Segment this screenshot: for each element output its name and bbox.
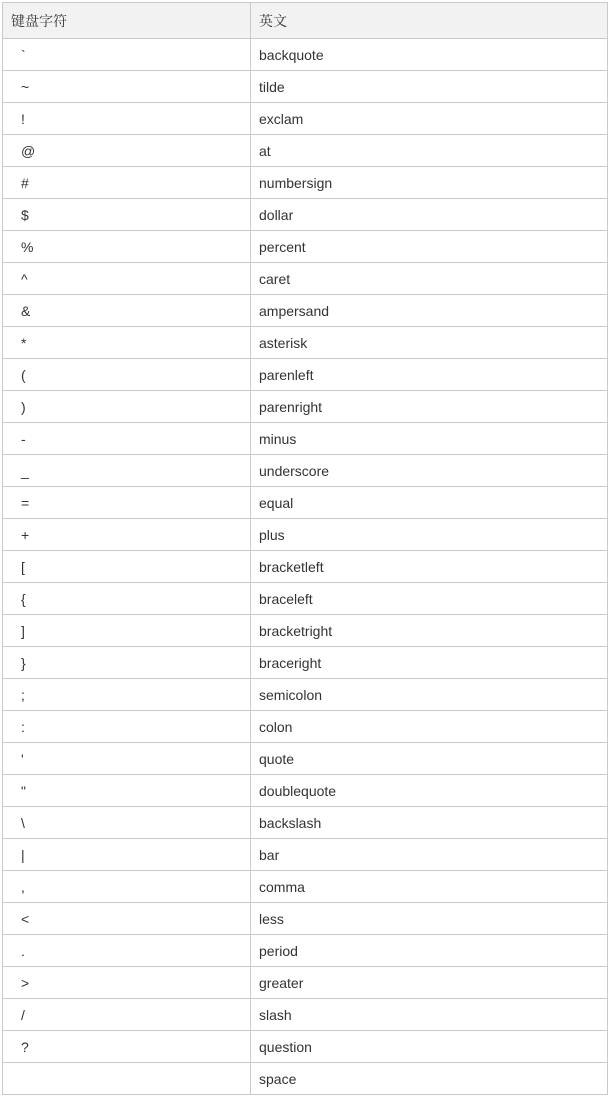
name-cell: equal [251, 487, 608, 519]
name-cell: at [251, 135, 608, 167]
table-row [3, 487, 608, 519]
table-row [3, 935, 608, 967]
table-row [3, 71, 608, 103]
char-cell: " [3, 775, 251, 807]
table-row [3, 455, 608, 487]
name-cell: exclam [251, 103, 608, 135]
name-cell: minus [251, 423, 608, 455]
name-cell: dollar [251, 199, 608, 231]
name-cell: colon [251, 711, 608, 743]
char-cell: \ [3, 807, 251, 839]
name-cell: backquote [251, 39, 608, 71]
table-row [3, 871, 608, 903]
table-row [3, 807, 608, 839]
char-cell: , [3, 871, 251, 903]
char-cell: ) [3, 391, 251, 423]
char-cell: | [3, 839, 251, 871]
name-cell: bar [251, 839, 608, 871]
name-cell: backslash [251, 807, 608, 839]
char-cell: * [3, 327, 251, 359]
table-body [3, 39, 608, 1095]
name-cell: ampersand [251, 295, 608, 327]
table-row [3, 167, 608, 199]
name-cell: tilde [251, 71, 608, 103]
table-row [3, 679, 608, 711]
name-cell: semicolon [251, 679, 608, 711]
table-row [3, 263, 608, 295]
table-row [3, 199, 608, 231]
name-cell: question [251, 1031, 608, 1063]
name-cell: numbersign [251, 167, 608, 199]
table-row [3, 103, 608, 135]
char-cell: : [3, 711, 251, 743]
char-cell: % [3, 231, 251, 263]
char-cell: ? [3, 1031, 251, 1063]
char-cell: ( [3, 359, 251, 391]
char-cell: _ [3, 455, 251, 487]
char-cell: < [3, 903, 251, 935]
table-row [3, 359, 608, 391]
table-row [3, 647, 608, 679]
char-cell: @ [3, 135, 251, 167]
char-cell: . [3, 935, 251, 967]
name-cell: braceleft [251, 583, 608, 615]
char-cell: # [3, 167, 251, 199]
header-cell-name: 英文 [251, 3, 608, 39]
char-cell: / [3, 999, 251, 1031]
char-cell [3, 1063, 251, 1095]
char-cell: ~ [3, 71, 251, 103]
name-cell: doublequote [251, 775, 608, 807]
char-cell: & [3, 295, 251, 327]
name-cell: percent [251, 231, 608, 263]
name-cell: braceright [251, 647, 608, 679]
table-row [3, 391, 608, 423]
name-cell: plus [251, 519, 608, 551]
char-cell: > [3, 967, 251, 999]
table-row [3, 711, 608, 743]
table-row [3, 39, 608, 71]
table-row [3, 743, 608, 775]
keyboard-characters-table [2, 2, 608, 1095]
table-row [3, 583, 608, 615]
table-row [3, 903, 608, 935]
name-cell: space [251, 1063, 608, 1095]
table-row [3, 615, 608, 647]
char-cell: } [3, 647, 251, 679]
char-cell: = [3, 487, 251, 519]
name-cell: quote [251, 743, 608, 775]
table-row [3, 519, 608, 551]
char-cell: ! [3, 103, 251, 135]
name-cell: asterisk [251, 327, 608, 359]
name-cell: greater [251, 967, 608, 999]
header-cell-char: 键盘字符 [3, 3, 251, 39]
table-row [3, 1031, 608, 1063]
char-cell: [ [3, 551, 251, 583]
table-row [3, 231, 608, 263]
name-cell: bracketleft [251, 551, 608, 583]
table-row [3, 775, 608, 807]
char-cell: ] [3, 615, 251, 647]
header-row [3, 3, 608, 39]
char-cell: { [3, 583, 251, 615]
name-cell: less [251, 903, 608, 935]
name-cell: caret [251, 263, 608, 295]
name-cell: parenright [251, 391, 608, 423]
char-cell: ' [3, 743, 251, 775]
char-cell: + [3, 519, 251, 551]
table-row [3, 1063, 608, 1095]
table-row [3, 135, 608, 167]
char-cell: - [3, 423, 251, 455]
name-cell: parenleft [251, 359, 608, 391]
char-cell: ; [3, 679, 251, 711]
char-cell: ^ [3, 263, 251, 295]
name-cell: period [251, 935, 608, 967]
table-row [3, 967, 608, 999]
table-row [3, 999, 608, 1031]
name-cell: underscore [251, 455, 608, 487]
table-row [3, 839, 608, 871]
table-row [3, 295, 608, 327]
char-cell: ` [3, 39, 251, 71]
char-cell: $ [3, 199, 251, 231]
name-cell: comma [251, 871, 608, 903]
table-row [3, 551, 608, 583]
table-row [3, 327, 608, 359]
name-cell: slash [251, 999, 608, 1031]
name-cell: bracketright [251, 615, 608, 647]
table-row [3, 423, 608, 455]
